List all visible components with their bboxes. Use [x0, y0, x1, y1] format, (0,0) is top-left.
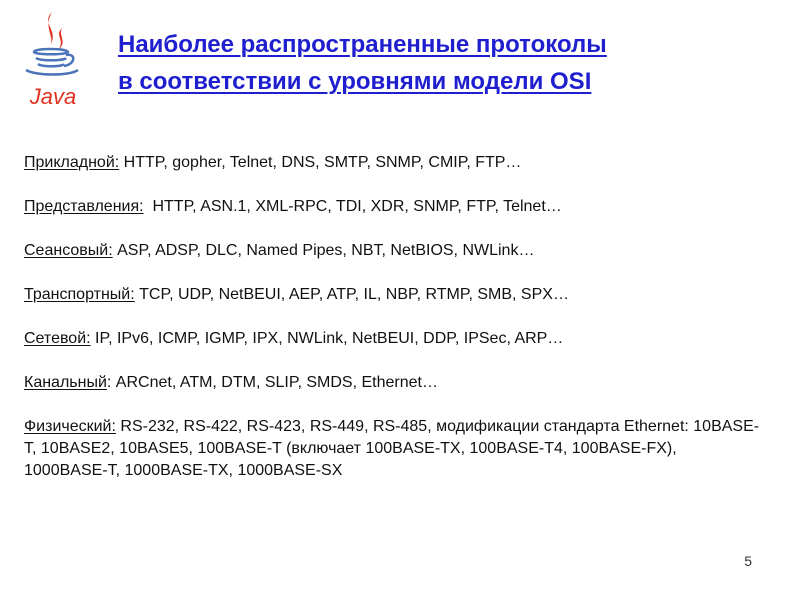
layer-row-application	[24, 152, 764, 174]
layer-protocols: IP, IPv6, ICMP, IGMP, IPX, NWLink, NetBEUI, DDP, IPSec, ARP…	[95, 330, 564, 347]
slide-number: 5	[744, 553, 752, 569]
layer-label: Транспортный:	[24, 286, 135, 303]
slide-title[interactable]	[118, 26, 607, 100]
layer-label: Сетевой:	[24, 330, 91, 347]
layer-protocols: HTTP, ASN.1, XML-RPC, TDI, XDR, SNMP, FTP, Telnet…	[152, 198, 562, 215]
layer-protocols: HTTP, gopher, Telnet, DNS, SMTP, SNMP, CMIP, FTP…	[123, 154, 522, 171]
slide-title-line-2: в соответствии с уровнями модели OSI	[118, 68, 592, 95]
slide-title-line-1: Наиболее распространенные протоколы	[118, 31, 607, 58]
layer-row-physical	[24, 416, 764, 482]
layer-row-presentation	[24, 196, 764, 218]
layer-protocols: ASP, ADSP, DLC, Named Pipes, NBT, NetBIOS, NWLink…	[117, 242, 535, 259]
layer-label: Сеансовый:	[24, 242, 113, 259]
protocol-list	[24, 152, 764, 482]
layer-label: Канальный	[24, 374, 107, 391]
svg-text:Java: Java	[29, 84, 77, 109]
layer-label: Представления:	[24, 198, 144, 215]
layer-protocols: RS-232, RS-422, RS-423, RS-449, RS-485, модификации стандарта Ethernet: 10BASE-T, 10BASE2, 10BASE5, 100BASE-T (включает 100BASE-TX, 100BASE-T4, 100BASE-FX), 1000BASE-T, 1000BASE-TX, 1000BASE-SX	[24, 418, 760, 479]
layer-row-session	[24, 240, 764, 262]
layer-protocols: TCP, UDP, NetBEUI, AEP, ATP, IL, NBP, RTMP, SMB, SPX…	[139, 286, 569, 303]
java-logo	[18, 8, 88, 112]
layer-row-network	[24, 328, 764, 350]
layer-row-transport	[24, 284, 764, 306]
java-cup-icon	[18, 8, 88, 112]
layer-row-datalink	[24, 372, 764, 394]
layer-protocols: : ARCnet, ATM, DTM, SLIP, SMDS, Ethernet…	[106, 374, 438, 391]
layer-label: Прикладной:	[24, 154, 120, 171]
layer-label: Физический:	[24, 418, 116, 435]
